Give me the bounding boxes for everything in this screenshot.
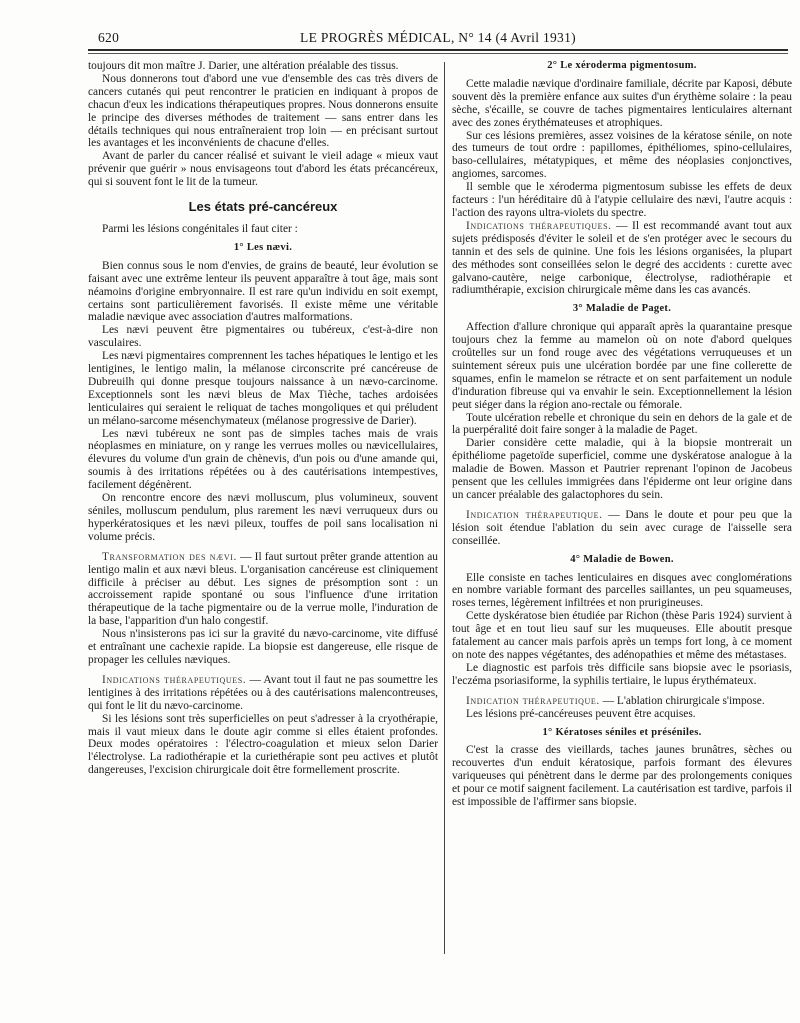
- right-column: [452, 60, 792, 809]
- paragraph: Elle consiste en taches lenticulaires en disques avec conglomérations en nombre variable formant des parcelles saillantes, un peu squameuses, roses ternes, légèrement infiltrées et non prurigineuses.: [452, 571, 792, 610]
- paragraph: Les nævi tubéreux ne sont pas de simples taches mais de vrais néoplasmes en miniature, on y range les verrues molles ou nævicellulaires, élevures du volume d'un grain de chènevis, d'un pois ou d'une amande qui, soumis à des irritations répétées ou à des cautérisations intempestives, facilement dégénèrent.: [88, 427, 438, 492]
- paragraph: Sur ces lésions premières, assez voisines de la kératose sénile, on note des tumeurs de tout ordre : papillomes, épithéliomes, spino-cellulaires, baso-cellulaires, métatypiques, et même des néoplasies conjonctives, angiomes, sarcomes.: [452, 129, 792, 181]
- subsection-title-paget: 3° Maladie de Paget.: [572, 303, 672, 315]
- run-in-heading: Indication thérapeutique.: [466, 508, 603, 521]
- run-in-heading: Indication thérapeutique.: [466, 694, 600, 707]
- paragraph: Darier considère cette maladie, qui à la biopsie montrerait un épithéliome pagetoïde superficiel, comme une dyskératose analogue à la maladie de Bowen. Masson et Pautrier reprenant l'opinon de Jacobeus pensent que les cellules immigrées dans l'épiderme ont leur origine dans un cancer préalable des galactophores du sein.: [452, 437, 792, 501]
- run-in-heading: Indications thérapeutiques.: [466, 219, 612, 232]
- paragraph: [452, 695, 792, 708]
- page-number: 620: [98, 30, 120, 45]
- column-divider: [444, 62, 445, 954]
- subsection-title-naevi: 1° Les nævi.: [233, 241, 293, 253]
- header-rule-thin: [88, 53, 788, 54]
- paragraph: [452, 220, 792, 297]
- subsection-title-bowen: 4° Maladie de Bowen.: [570, 553, 674, 565]
- paragraph: Bien connus sous le nom d'envies, de grains de beauté, leur évolution se faisant avec une extrême lenteur ils peuvent apparaître à tout âge, mais sont néamoins d'origine embryonnaire. Il est rare qu'un individu en soit exempt, certains sont particulièrement favorisés. Il existe même une véritable maladie nævique avec association d'autres malformations.: [88, 259, 438, 324]
- page-header: [88, 28, 788, 48]
- paragraph: Le diagnostic est parfois très difficile sans biopsie avec le psoriasis, l'eczéma psoriasiforme, la syphilis tertiaire, le lupus érythémateux.: [452, 661, 792, 687]
- paragraph-text: — Il faut surtout prêter grande attention au lentigo malin et aux nævi bleus. L'organisation cancéreuse est cliniquement difficile à préciser au début. Les signes de présomption sont : un accroissement rapide spontané ou sous l'influence d'une irritation thérapeutique de la tache pigmentaire ou de la verrue molle, l'induration de la base, l'apparition d'un halo congestif.: [88, 550, 439, 628]
- paragraph: Toute ulcération rebelle et chronique du sein en dehors de la gale et de la puerpéralité doit faire songer à la maladie de Paget.: [452, 411, 792, 437]
- subsection-title-xeroderma: 2° Le xéroderma pigmentosum.: [547, 60, 697, 71]
- paragraph: Avant de parler du cancer réalisé et suivant le vieil adage « mieux vaut prévenir que guérir » nous envisageons tout d'abord les états précancéreux, qui si souvent font le lit de la tumeur.: [88, 150, 438, 189]
- left-column: [88, 60, 438, 777]
- paragraph: Si les lésions sont très superficielles on peut s'adresser à la cryothérapie, mais il vaut mieux dans le doute agir comme si elles étaient profondes. Deux modes opératoires : l'électro-coagulation et mieux selon Darier l'électrolyse. La radiothérapie et la curiethérapie sont peu actives et plutôt dangereuses, l'excision chirurgicale doit être formellement proscrite.: [88, 712, 438, 777]
- paragraph-text: — Avant tout il faut ne pas soumettre les lentigines à des irritations répétées ou à des cautérisations malencontreuses, qui font le lit du nævo-carcinome.: [88, 673, 438, 712]
- paragraph: On rencontre encore des nævi molluscum, plus volumineux, souvent séniles, molluscum pendulum, plus rarement les nævi verruqueux durs ou hyperkératosiques et les nævi pileux, touffes de poil sans localisation ni volume précis.: [88, 492, 438, 543]
- section-title: Les états pré-cancéreux: [188, 199, 338, 215]
- paragraph: Les lésions pré-cancéreuses peuvent être acquises.: [466, 707, 696, 720]
- subsection-title-keratoses: 1° Kératoses séniles et préséniles.: [542, 726, 702, 738]
- section-intro: Parmi les lésions congénitales il faut citer :: [102, 222, 298, 235]
- paragraph-text: — L'ablation chirurgicale s'impose.: [599, 694, 765, 707]
- paragraph: Affection d'allure chronique qui apparaît après la quarantaine presque toujours chez la femme au mamelon où on note d'abord quelques croûtelles sur un fond rouge avec des végétations verruqueuses et un suintement séreux puis une ulcération bordée par une fine collerette de squames, enfin le mamelon se rétracte et on sent parfaitement un nodule d'induration fibreuse qui va envahir le sein. Exceptionnellement la lésion peut siéger dans la région ano-rectale ou fémorale.: [452, 321, 792, 411]
- paragraph: Il semble que le xéroderma pigmentosum subisse les effets de deux facteurs : l'un héréditaire dû à l'atypie cellulaire des nævi, l'autre acquis : l'action des rayons ultra-violets du spectre.: [452, 181, 792, 219]
- paragraph-text: — Il est recommandé avant tout aux sujets prédisposés d'éviter le soleil et de s'en protéger avec le secours du tannin et des sels de quinine. Une fois les lésions organisées, la plupart des méthodes sont conseillées selon le degré des accidents : curette avec galvano-cautère, neige carbonique, électrolyse, radiothérapie et radiumthérapie, excision chirurgicale même dans les cas avancés.: [452, 219, 792, 297]
- paragraph: Nous donnerons tout d'abord une vue d'ensemble des cas très divers de cancers cutanés qui peut rencontrer le praticien en indiquant à propos de chacun d'eux les indications thérapeutiques propres. Nous donnerons ensuite le principe des diverses méthodes de traitement — sans entrer dans les détails techniques qui nous entraîneraient trop loin — en précisant surtout les avantages et les inconvénients de chacune d'elles.: [88, 72, 438, 150]
- paragraph: toujours dit mon maître J. Darier, une altération préalable des tissus.: [88, 60, 399, 72]
- paragraph: Les nævi peuvent être pigmentaires ou tubéreux, c'est-à-dire non vasculaires.: [88, 324, 438, 350]
- paragraph: [88, 551, 438, 628]
- paragraph: Cette maladie nævique d'ordinaire familiale, décrite par Kaposi, débute souvent dès la première enfance aux suites d'un érythème solaire : la peau sèche, s'écaille, se couvre de taches pigmentaires lenticulaires alternant avec des zones érythémateuses et atrophiques.: [452, 77, 792, 129]
- paragraph: C'est la crasse des vieillards, taches jaunes brunâtres, sèches ou recouvertes d'un enduit kératosique, parfois formant des élevures variqueuses qui pénètrent dans le derme par des prolongements coniques et pour ce motif saignent facilement. La cautérisation est tardive, parfois il est impossible de l'affirmer sans biopsie.: [452, 744, 792, 809]
- paragraph-text: — Dans le doute et pour peu que la lésion soit étendue l'ablation du sein avec curage de l'aisselle sera conseillée.: [452, 508, 793, 547]
- paragraph: Nous n'insisterons pas ici sur la gravité du nævo-carcinome, vite diffusé et entraînant une cachexie rapide. La biopsie est dangereuse, elle risque de propager les cellules næviques.: [88, 628, 438, 666]
- run-in-heading: Transformation des nævi.: [102, 550, 237, 563]
- paragraph: [88, 674, 438, 713]
- paragraph: [452, 509, 792, 548]
- paragraph: Les nævi pigmentaires comprennent les taches hépatiques le lentigo et les lentigines, le lentigo malin, la mélanose circonscrite pré cancéreuse de Dubreuilh qui donne presque toujours naissance à un nævo-carcinome. Exceptionnels sont les nævi bleus de Max Tièche, taches ardoisées lenticulaires qui seraient le reliquat de taches mongoliques et qui préludent un mélano-sarcome mésenchymateux (mélanose progressive de Darier).: [88, 350, 438, 427]
- paragraph: Cette dyskératose bien étudiée par Richon (thèse Paris 1924) survient à tout âge et en tout lieu sauf sur les muqueuses. Elle aboutit presque fatalement au cancer mais parfois après un temps fort long, à ce moment on note des nappes végétantes, des adénopathies et même des métastases.: [452, 610, 792, 661]
- run-in-heading: Indications thérapeutiques.: [102, 673, 247, 686]
- header-rule: [88, 49, 788, 51]
- journal-title: LE PROGRÈS MÉDICAL, N° 14 (4 Avril 1931): [300, 30, 576, 45]
